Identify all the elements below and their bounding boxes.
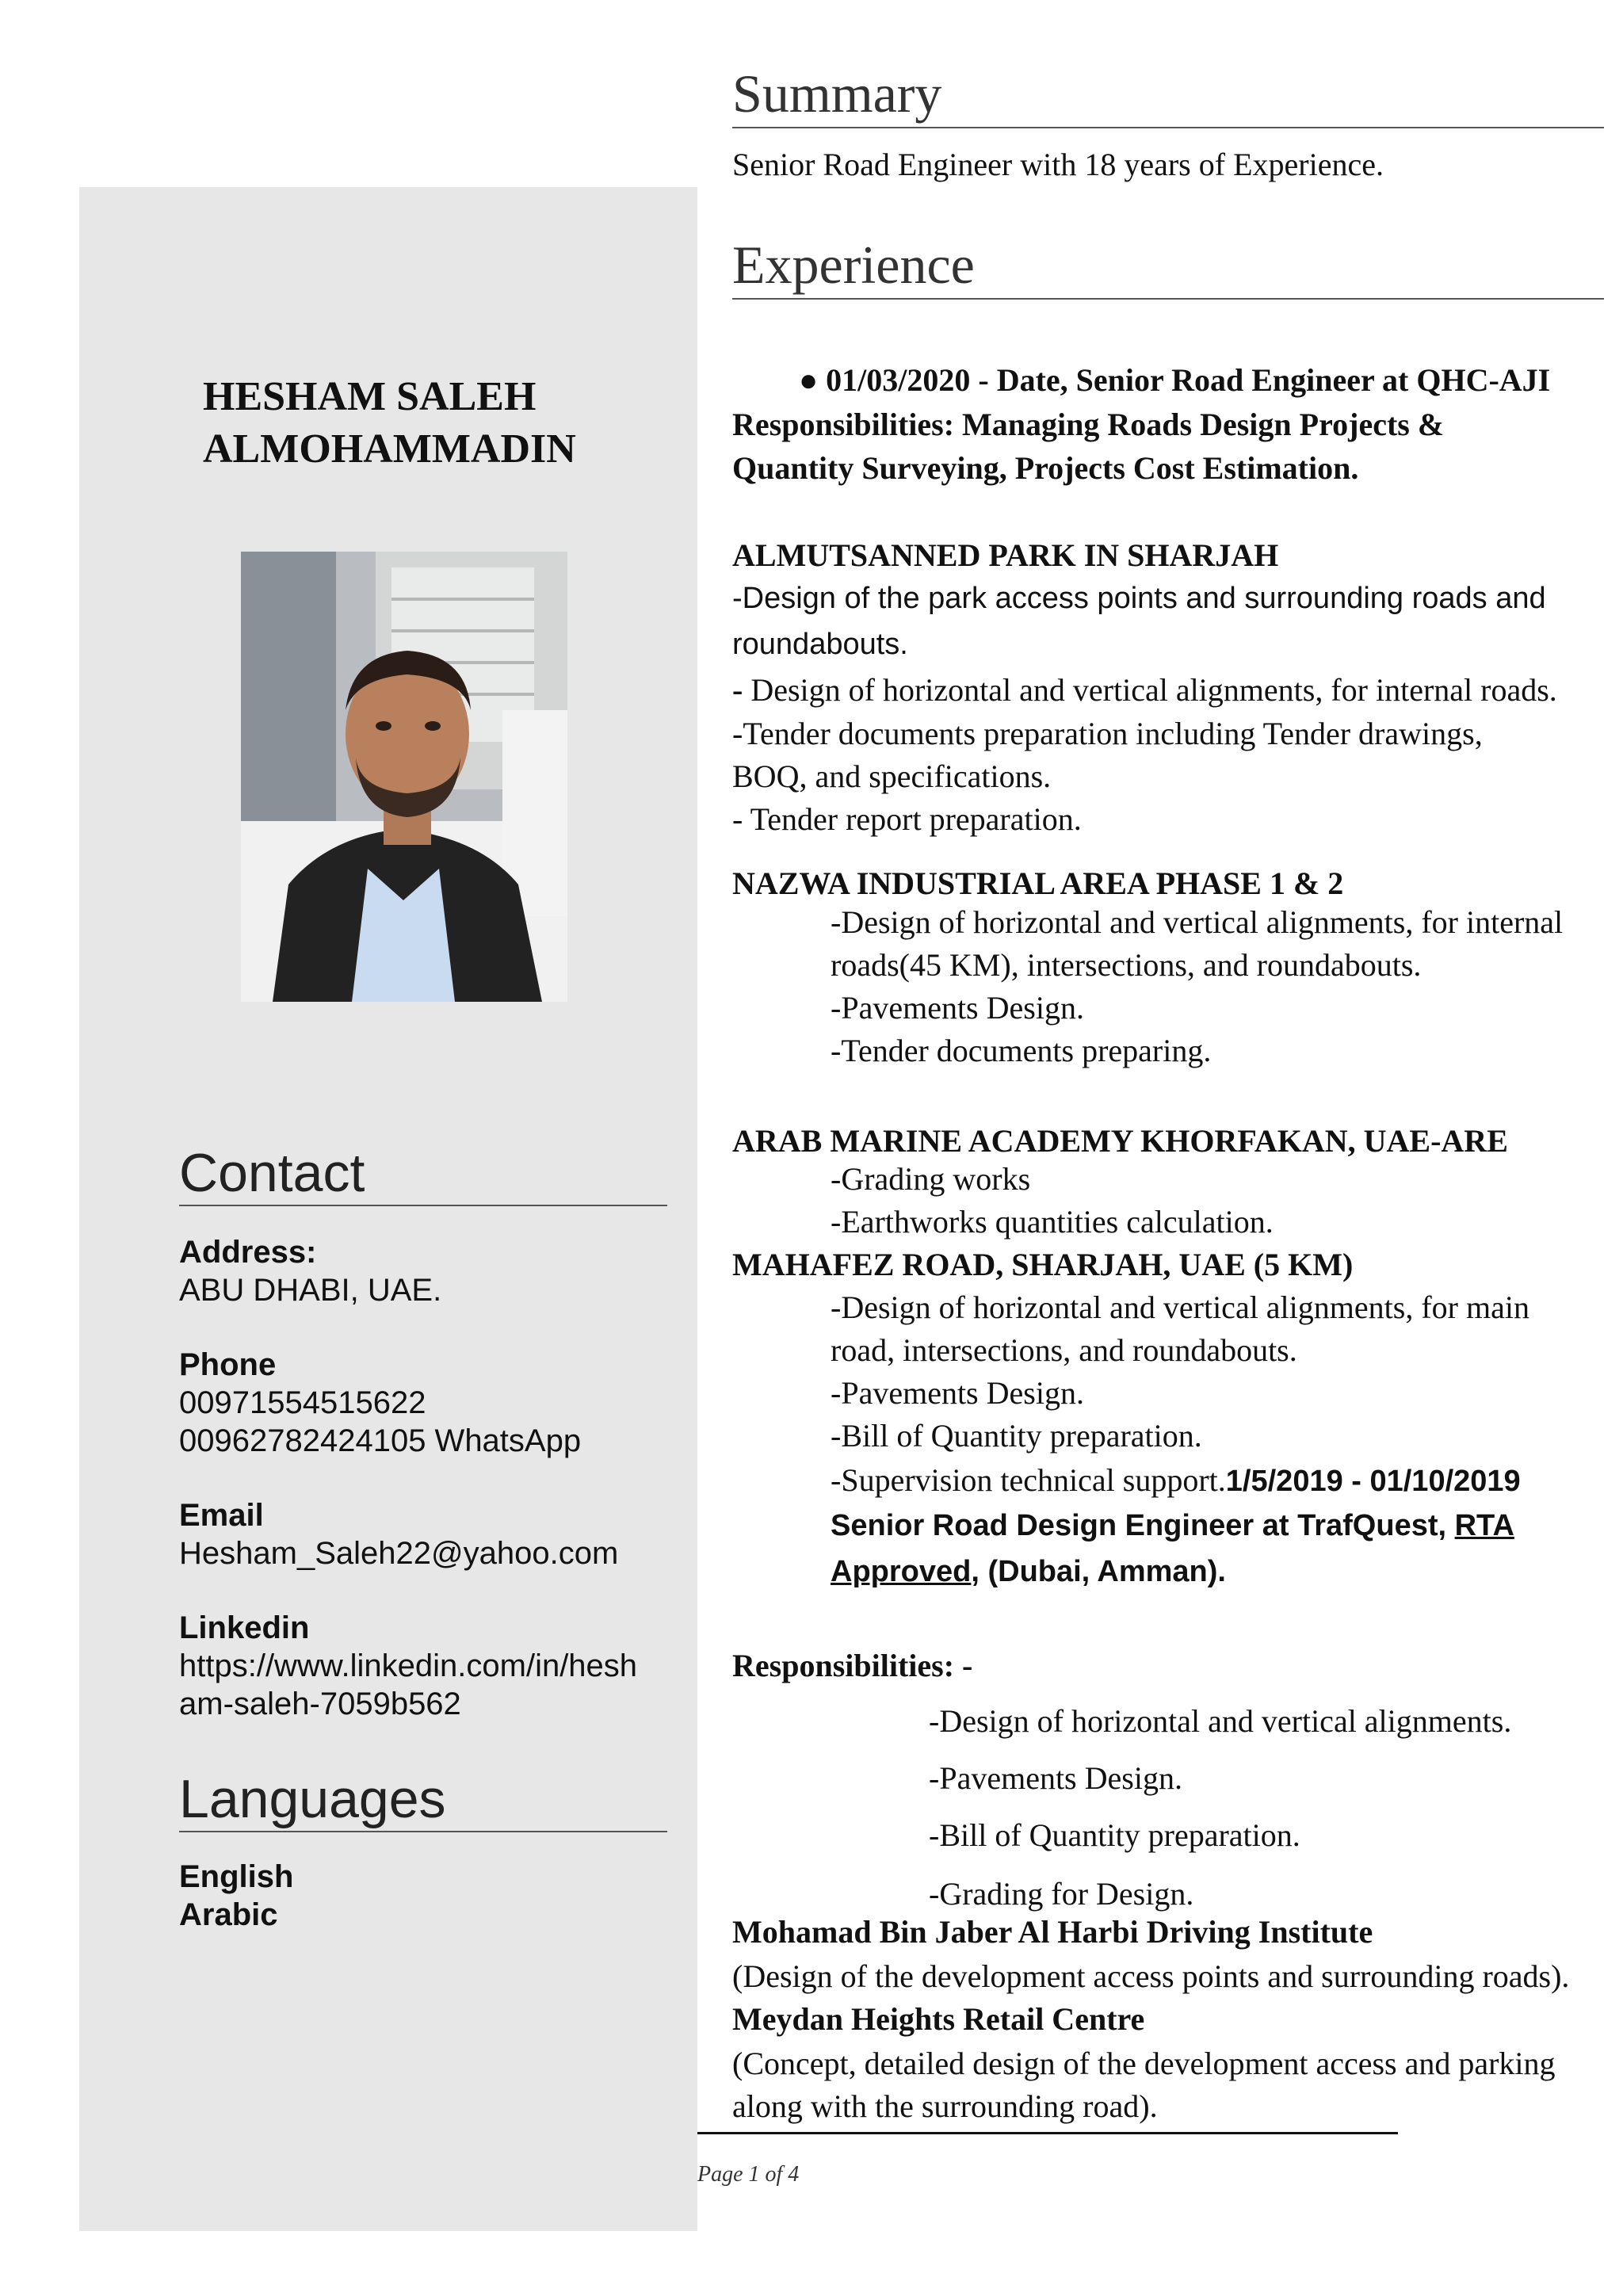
- approved-text: Approved: [831, 1555, 972, 1588]
- address-block: [179, 1233, 670, 1309]
- languages-list: [179, 1858, 670, 1934]
- project-line: -Tender documents preparing.: [831, 1033, 1212, 1068]
- job-2-location: Approved, (Dubai, Amman).: [831, 1555, 1226, 1588]
- email-block: [179, 1496, 670, 1572]
- project-line: -Tender documents preparation including Tender drawings,: [732, 716, 1483, 751]
- phone-label: Phone: [179, 1347, 277, 1382]
- email-link[interactable]: Hesham_Saleh22@yahoo.com: [179, 1536, 619, 1571]
- project-line: -Earthworks quantities calculation.: [831, 1204, 1274, 1240]
- linkedin-block: [179, 1609, 670, 1723]
- project-line: (Design of the development access points and surrounding roads).: [732, 1958, 1570, 1994]
- dash-bold: -: [732, 672, 751, 708]
- job-1-responsibilities-cont: Quantity Surveying, Projects Cost Estimation.: [732, 450, 1359, 486]
- linkedin-link-line-2[interactable]: am-saleh-7059b562: [179, 1687, 461, 1721]
- responsibility-item: -Pavements Design.: [929, 1760, 1182, 1796]
- language-item: Arabic: [179, 1897, 278, 1932]
- address-label: Address:: [179, 1235, 317, 1270]
- project-line: - Tender report preparation.: [732, 801, 1082, 837]
- job-1-title: 01/03/2020 - Date, Senior Road Engineer at QHC-AJI: [826, 362, 1551, 398]
- candidate-name: [203, 371, 678, 476]
- project-line: -Design of horizontal and vertical alignments, for main: [831, 1289, 1529, 1325]
- linkedin-label: Linkedin: [179, 1610, 310, 1645]
- project-line: along with the surrounding road).: [732, 2088, 1158, 2124]
- responsibility-item: -Bill of Quantity preparation.: [929, 1817, 1300, 1853]
- project-line: -Grading works: [831, 1161, 1031, 1197]
- project-title: ALMUTSANNED PARK IN SHARJAH: [732, 537, 1279, 573]
- footer-divider: [697, 2132, 1398, 2134]
- summary-heading: Summary: [732, 60, 1604, 128]
- project-line: BOQ, and specifications.: [732, 758, 1052, 794]
- job-2-dates: 1/5/2019 - 01/10/2019: [1225, 1465, 1521, 1498]
- phone-block: [179, 1346, 670, 1460]
- profile-photo: [241, 552, 567, 1002]
- project-line: -Design of horizontal and vertical alignments, for internal: [831, 904, 1564, 940]
- phone-value-1[interactable]: 00971554515622: [179, 1385, 426, 1420]
- project-title: MAHAFEZ ROAD, SHARJAH, UAE (5 KM): [732, 1247, 1354, 1282]
- responsibility-item: -Design of horizontal and vertical alignments.: [929, 1703, 1512, 1739]
- project-title: NAZWA INDUSTRIAL AREA PHASE 1 & 2: [732, 865, 1344, 901]
- responsibility-item: -Grading for Design.: [929, 1876, 1194, 1912]
- project-line: -Pavements Design.: [831, 1375, 1084, 1411]
- address-value: ABU DHABI, UAE.: [179, 1273, 442, 1308]
- phone-value-2[interactable]: 00962782424105 WhatsApp: [179, 1423, 582, 1458]
- project-line: roundabouts.: [732, 628, 908, 661]
- project-title: ARAB MARINE ACADEMY KHORFAKAN, UAE-ARE: [732, 1123, 1508, 1159]
- rta-text: RTA: [1454, 1509, 1514, 1542]
- summary-text: Senior Road Engineer with 18 years of Experience.: [732, 147, 1384, 182]
- linkedin-link-line-1[interactable]: https://www.linkedin.com/in/hesh: [179, 1648, 638, 1683]
- project-title: Mohamad Bin Jaber Al Harbi Driving Institute: [732, 1914, 1373, 1950]
- project-line: -Pavements Design.: [831, 990, 1084, 1026]
- page-number: Page 1 of 4: [697, 2162, 800, 2187]
- experience-heading: Experience: [732, 231, 1604, 300]
- name-line-2: ALMOHAMMADIN: [203, 426, 576, 472]
- project-line: roads(45 KM), intersections, and roundabouts.: [831, 947, 1422, 983]
- name-line-1: HESHAM SALEH: [203, 374, 537, 419]
- job-2-responsibilities-label: Responsibilities: -: [732, 1648, 973, 1683]
- bullet-icon: ●: [799, 362, 827, 398]
- languages-heading: Languages: [179, 1767, 667, 1832]
- project-line: -Design of the park access points and surrounding roads and: [732, 582, 1546, 615]
- contact-heading: Contact: [179, 1141, 667, 1206]
- email-label: Email: [179, 1498, 264, 1533]
- project-line: road, intersections, and roundabouts.: [831, 1332, 1297, 1368]
- project-line: -Bill of Quantity preparation.: [831, 1418, 1202, 1454]
- project-line: -Supervision technical support.1/5/2019 - 01/10/2019: [831, 1462, 1521, 1498]
- job-2-title: Senior Road Design Engineer at TrafQuest, RTA: [831, 1509, 1514, 1542]
- job-1-responsibilities: Responsibilities: Managing Roads Design Projects &: [732, 407, 1445, 442]
- project-title: Meydan Heights Retail Centre: [732, 2001, 1145, 2037]
- job-1-header: [799, 358, 1550, 402]
- language-item: English: [179, 1859, 294, 1894]
- project-line: - Design of horizontal and vertical alignments, for internal roads.: [732, 672, 1557, 708]
- project-line: (Concept, detailed design of the development access and parking: [732, 2046, 1556, 2081]
